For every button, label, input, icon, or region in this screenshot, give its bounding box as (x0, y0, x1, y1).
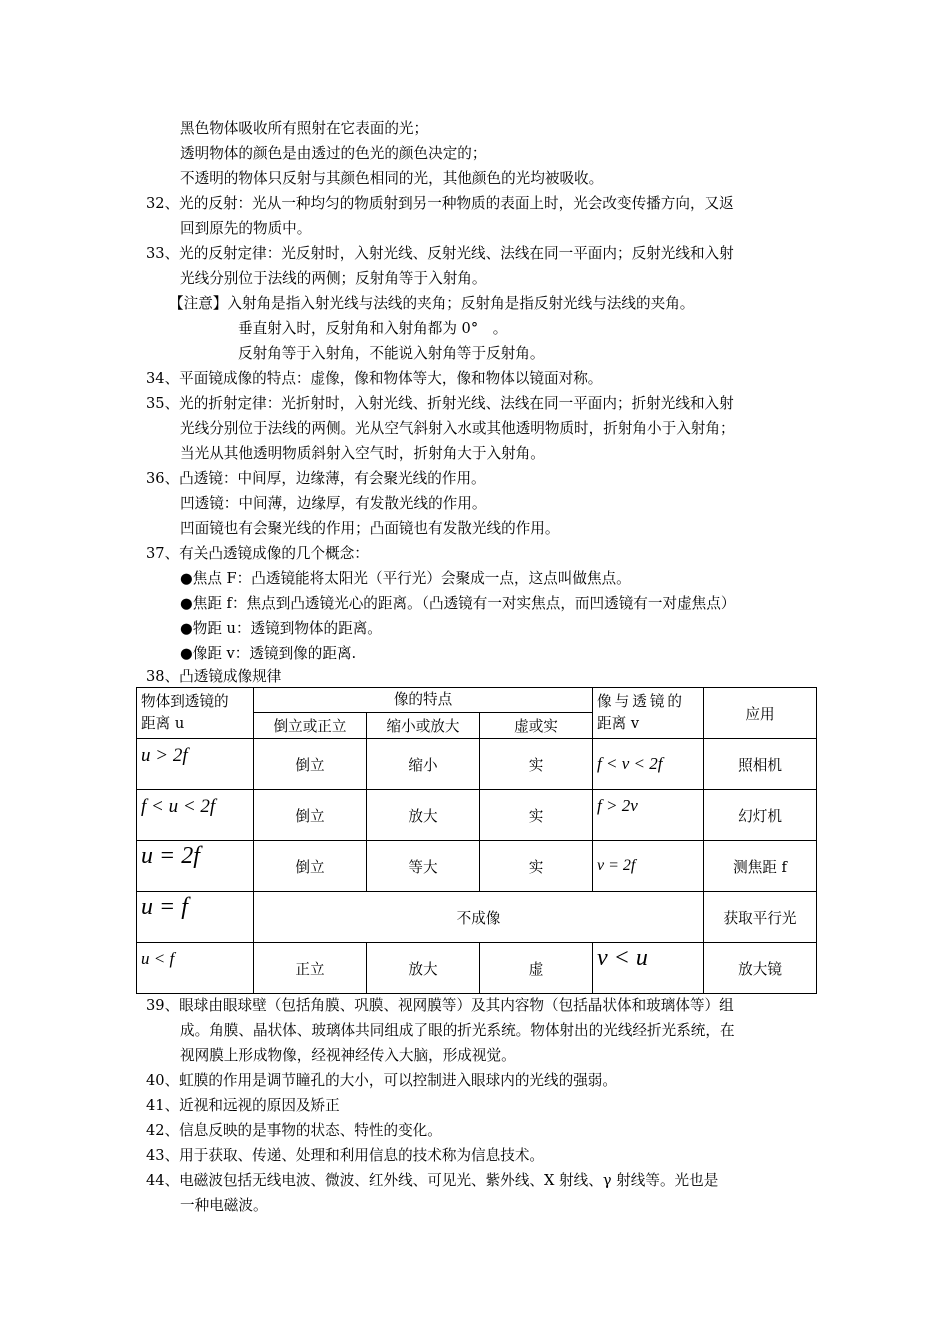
item-39-cont: 成。角膜、晶状体、玻璃体共同组成了眼的折光系统。物体射出的光线经折光系统，在 (180, 1022, 735, 1039)
header-size: 缩小或放大 (367, 713, 480, 739)
formula-v: f < v < 2f (597, 754, 663, 773)
cell-no-image: 不成像 (254, 892, 704, 943)
header-image-distance: 像与透镜的 距离 v (593, 688, 704, 739)
cell-real-virtual: 实 (480, 841, 593, 892)
formula-v: v = 2f (597, 857, 636, 874)
header-application: 应用 (704, 688, 817, 739)
header-object-distance: 物体到透镜的 距离 u (137, 688, 254, 739)
note-33-line: 反射角等于入射角，不能说入射角等于反射角。 (238, 345, 545, 362)
cell-orientation: 倒立 (254, 790, 367, 841)
text-line: 不透明的物体只反射与其颜色相同的光，其他颜色的光均被吸收。 (180, 170, 604, 187)
item-36-cont: 凹面镜也有会聚光线的作用；凸面镜也有发散光线的作用。 (180, 520, 560, 537)
formula-u: f < u < 2f (141, 796, 216, 817)
table-header-row (137, 688, 817, 713)
cell-application: 获取平行光 (704, 892, 817, 943)
bullet-object-distance: ●物距 u：透镜到物体的距离。 (180, 620, 382, 637)
cell-orientation: 倒立 (254, 739, 367, 790)
item-43: 43、用于获取、传递、处理和利用信息的技术称为信息技术。 (146, 1147, 545, 1164)
formula-v: f > 2v (597, 796, 638, 815)
cell-real-virtual: 虚 (480, 943, 593, 994)
item-33: 33、光的反射定律：光反射时，入射光线、反射光线、法线在同一平面内；反射光线和入射 (146, 245, 734, 262)
bullet-focal-length: ●焦距 f：焦点到凸透镜光心的距离。（凸透镜有一对实焦点，而凹透镜有一对虚焦点） (180, 595, 736, 612)
item-32: 32、光的反射：光从一种均匀的物质射到另一种物质的表面上时，光会改变传播方向，又返 (146, 195, 734, 212)
table-row (137, 841, 817, 892)
table-row (137, 943, 817, 994)
cell-size: 等大 (367, 841, 480, 892)
item-44-cont: 一种电磁波。 (180, 1197, 268, 1214)
item-41: 41、近视和远视的原因及矫正 (146, 1097, 340, 1114)
item-44: 44、电磁波包括无线电波、微波、红外线、可见光、紫外线、X 射线、γ 射线等。光也是 (146, 1172, 719, 1189)
text-line: 黑色物体吸收所有照射在它表面的光； (180, 120, 429, 137)
item-42: 42、信息反映的是事物的状态、特性的变化。 (146, 1122, 442, 1139)
item-35-cont: 当光从其他透明物质斜射入空气时，折射角大于入射角。 (180, 445, 545, 462)
cell-real-virtual: 实 (480, 790, 593, 841)
formula-u: u < f (141, 949, 175, 968)
cell-size: 缩小 (367, 739, 480, 790)
note-33-line: 垂直射入时，反射角和入射角都为 0° 。 (238, 320, 508, 337)
bullet-focus: ●焦点 F：凸透镜能将太阳光（平行光）会聚成一点，这点叫做焦点。 (180, 570, 631, 587)
item-39: 39、眼球由眼球壁（包括角膜、巩膜、视网膜等）及其内容物（包括晶状体和玻璃体等）组 (146, 997, 734, 1014)
cell-application: 测焦距 f (704, 841, 817, 892)
item-35: 35、光的折射定律：光折射时，入射光线、折射光线、法线在同一平面内；折射光线和入射 (146, 395, 734, 412)
item-36: 36、凸透镜：中间厚，边缘薄，有会聚光线的作用。 (146, 470, 486, 487)
table-row (137, 790, 817, 841)
text-line: 透明物体的颜色是由透过的色光的颜色决定的； (180, 145, 487, 162)
table-row (137, 892, 817, 943)
formula-u: u = f (141, 894, 188, 920)
cell-size: 放大 (367, 943, 480, 994)
item-32-cont: 回到原先的物质中。 (180, 220, 312, 237)
cell-application: 照相机 (704, 739, 817, 790)
header-orientation: 倒立或正立 (254, 713, 367, 739)
item-36-cont: 凹透镜：中间薄，边缘厚，有发散光线的作用。 (180, 495, 487, 512)
item-37: 37、有关凸透镜成像的几个概念： (146, 545, 369, 562)
cell-orientation: 倒立 (254, 841, 367, 892)
table-row (137, 739, 817, 790)
lens-imaging-table (136, 687, 817, 994)
cell-application: 幻灯机 (704, 790, 817, 841)
cell-size: 放大 (367, 790, 480, 841)
cell-application: 放大镜 (704, 943, 817, 994)
formula-v: v < u (597, 945, 648, 971)
item-35-cont: 光线分别位于法线的两侧。光从空气斜射入水或其他透明物质时，折射角小于入射角； (180, 420, 735, 437)
item-39-cont: 视网膜上形成物像，经视神经传入大脑，形成视觉。 (180, 1047, 516, 1064)
formula-u: u = 2f (141, 843, 200, 869)
cell-real-virtual: 实 (480, 739, 593, 790)
note-33: 【注意】入射角是指入射光线与法线的夹角；反射角是指反射光线与法线的夹角。 (169, 295, 695, 312)
header-image-features: 像的特点 (254, 688, 593, 713)
cell-orientation: 正立 (254, 943, 367, 994)
item-34: 34、平面镜成像的特点：虚像，像和物体等大，像和物体以镜面对称。 (146, 370, 603, 387)
header-real-virtual: 虚或实 (480, 713, 593, 739)
item-40: 40、虹膜的作用是调节瞳孔的大小，可以控制进入眼球内的光线的强弱。 (146, 1072, 617, 1089)
item-33-cont: 光线分别位于法线的两侧；反射角等于入射角。 (180, 270, 487, 287)
bullet-image-distance: ●像距 v：透镜到像的距离. (180, 645, 357, 662)
item-38: 38、凸透镜成像规律 (146, 668, 282, 685)
formula-u: u > 2f (141, 745, 188, 766)
